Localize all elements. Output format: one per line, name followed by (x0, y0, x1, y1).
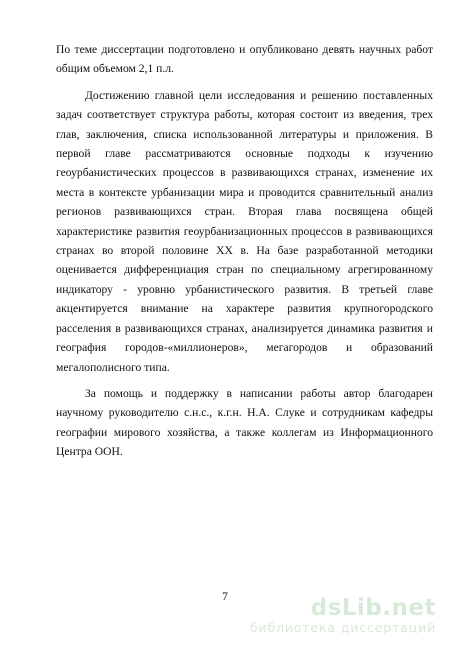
page-number: 7 (222, 590, 228, 603)
paragraph-acknowledgements: За помощь и поддержку в написании работы автор благодарен научному руководителю с.н.с., к.г.н. Н.А. Слуке и сотрудникам кафедры географии мирового хозяйства, а также коллегам из Информационного Центра ООН. (56, 386, 433, 459)
paragraph-publications: По теме диссертации подготовлено и опубликовано девять научных работ общим объемом 2,1 п.л. (56, 43, 433, 76)
watermark-logo: dsLib.net (310, 595, 436, 621)
watermark (250, 596, 436, 635)
paragraph-structure: Достижению главной цели исследования и решению поставленных задач соответствует структура работы, которая состоит из введения, трех глав, заключения, списка использованной литературы и приложения. В первой главе рассматриваются основные подходы к изучению геоурбанистических процессов в развивающихся странах, изменение их места в контексте урбанизации мира и проводится сравнительный анализ регионов развивающихся стран. Вторая глава посвящена общей характеристике развития геоурбанизационных процессов в развивающихся странах во второй половине XX в. На базе разработанной методики оценивается дифференциация стран по специальному агрегированному индикатору - уровню урбанистического развития. В третьей главе акцентируется внимание на характере развития крупногородского расселения в развивающихся странах, анализируется динамика развития и география городов-«миллионеров», мегагородов и образований мегалополисного типа. (56, 88, 433, 374)
body-text (56, 40, 433, 462)
watermark-tagline: библиотека диссертаций (249, 620, 436, 635)
